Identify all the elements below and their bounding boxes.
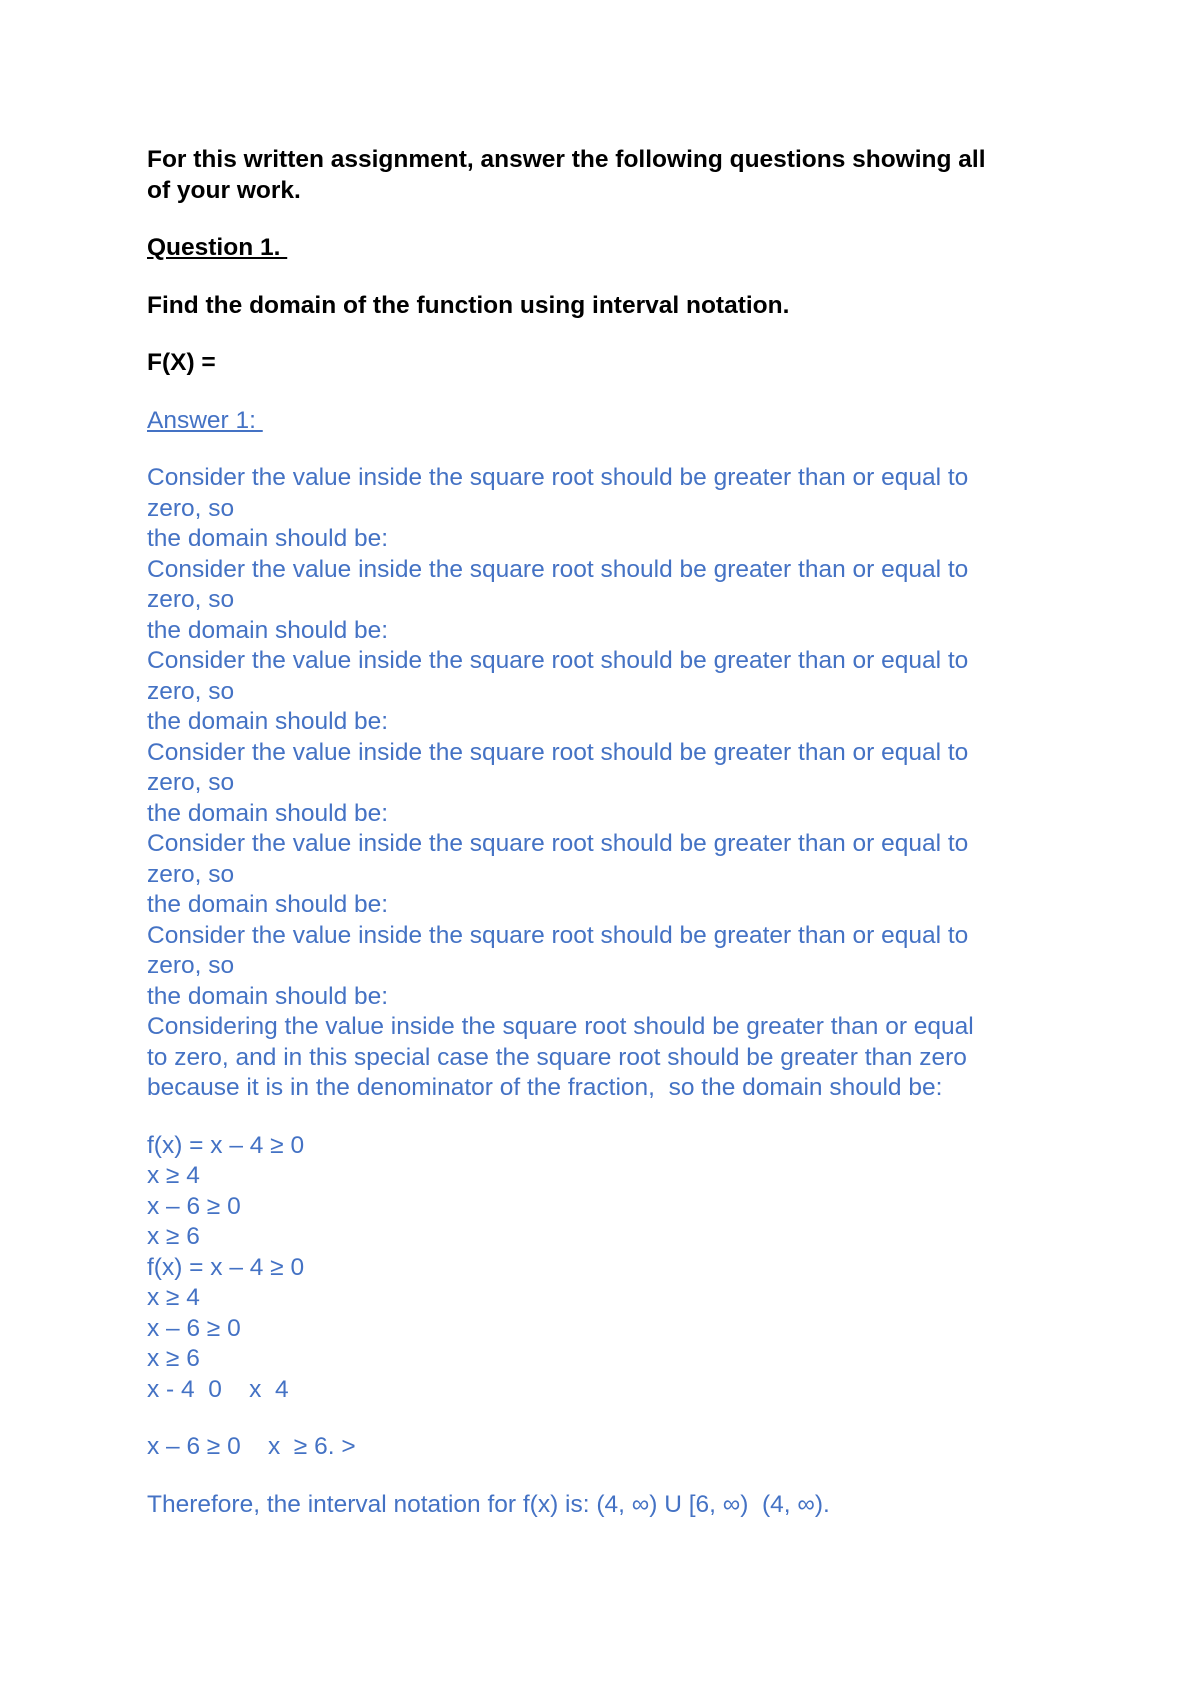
- block-line: Consider the value inside the square root should be greater than or equal to: [147, 464, 969, 491]
- work-line: x ≥ 4: [147, 1284, 200, 1311]
- block-line: the domain should be:: [147, 982, 389, 1010]
- intro-line-1: For this written assignment, answer the following questions showing all: [147, 146, 986, 173]
- work-lines: [147, 1131, 1067, 1406]
- repeated-block: [147, 555, 1067, 647]
- special-case-paragraph: [147, 1012, 1067, 1104]
- answer-heading: Answer 1:: [147, 406, 263, 434]
- block-line: the domain should be:: [147, 891, 389, 918]
- repeated-block: [147, 738, 1067, 830]
- special-case-line: because it is in the denominator of the fraction, so the domain should be:: [147, 1074, 943, 1101]
- work-final-line: x – 6 ≥ 0 x ≥ 6. >: [147, 1433, 356, 1460]
- block-line: Consider the value inside the square root should be greater than or equal to: [147, 555, 969, 583]
- special-case-line: Considering the value inside the square root should be greater than or equal: [147, 1013, 974, 1040]
- work-line: x ≥ 6: [147, 1345, 200, 1372]
- block-line: zero, so: [147, 860, 235, 888]
- intro-line-2: of your work.: [147, 176, 301, 204]
- work-line: x – 6 ≥ 0: [147, 1192, 241, 1220]
- block-line: zero, so: [147, 586, 235, 613]
- block-line: Consider the value inside the square root should be greater than or equal to: [147, 830, 969, 857]
- function-label: F(X) =: [147, 349, 216, 376]
- work-line: x ≥ 4: [147, 1162, 200, 1189]
- question-heading: Question 1.: [147, 234, 288, 261]
- work-line: f(x) = x – 4 ≥ 0: [147, 1131, 305, 1159]
- block-line: Consider the value inside the square root should be greater than or equal to: [147, 738, 969, 766]
- block-line: the domain should be:: [147, 525, 389, 552]
- repeated-block: [147, 921, 1067, 1013]
- block-line: Consider the value inside the square root should be greater than or equal to: [147, 647, 969, 674]
- question-prompt: Find the domain of the function using interval notation.: [147, 291, 790, 319]
- block-line: the domain should be:: [147, 616, 389, 644]
- block-line: zero, so: [147, 769, 235, 796]
- conclusion: Therefore, the interval notation for f(x) is: (4, ∞) U [6, ∞) (4, ∞).: [147, 1490, 830, 1518]
- document-page: [147, 145, 1067, 1520]
- repeated-block: [147, 646, 1067, 738]
- special-case-line: to zero, and in this special case the square root should be greater than zero: [147, 1043, 967, 1071]
- repeated-block: [147, 829, 1067, 921]
- work-line: x ≥ 6: [147, 1223, 200, 1250]
- block-line: the domain should be:: [147, 799, 389, 827]
- block-line: the domain should be:: [147, 708, 389, 735]
- repeated-block: [147, 463, 1067, 555]
- work-line: x - 4 0 x 4: [147, 1375, 289, 1403]
- block-line: zero, so: [147, 677, 235, 705]
- block-line: zero, so: [147, 952, 235, 979]
- work-line: f(x) = x – 4 ≥ 0: [147, 1253, 305, 1281]
- block-line: zero, so: [147, 494, 235, 522]
- block-line: Consider the value inside the square root should be greater than or equal to: [147, 921, 969, 949]
- work-line: x – 6 ≥ 0: [147, 1314, 241, 1342]
